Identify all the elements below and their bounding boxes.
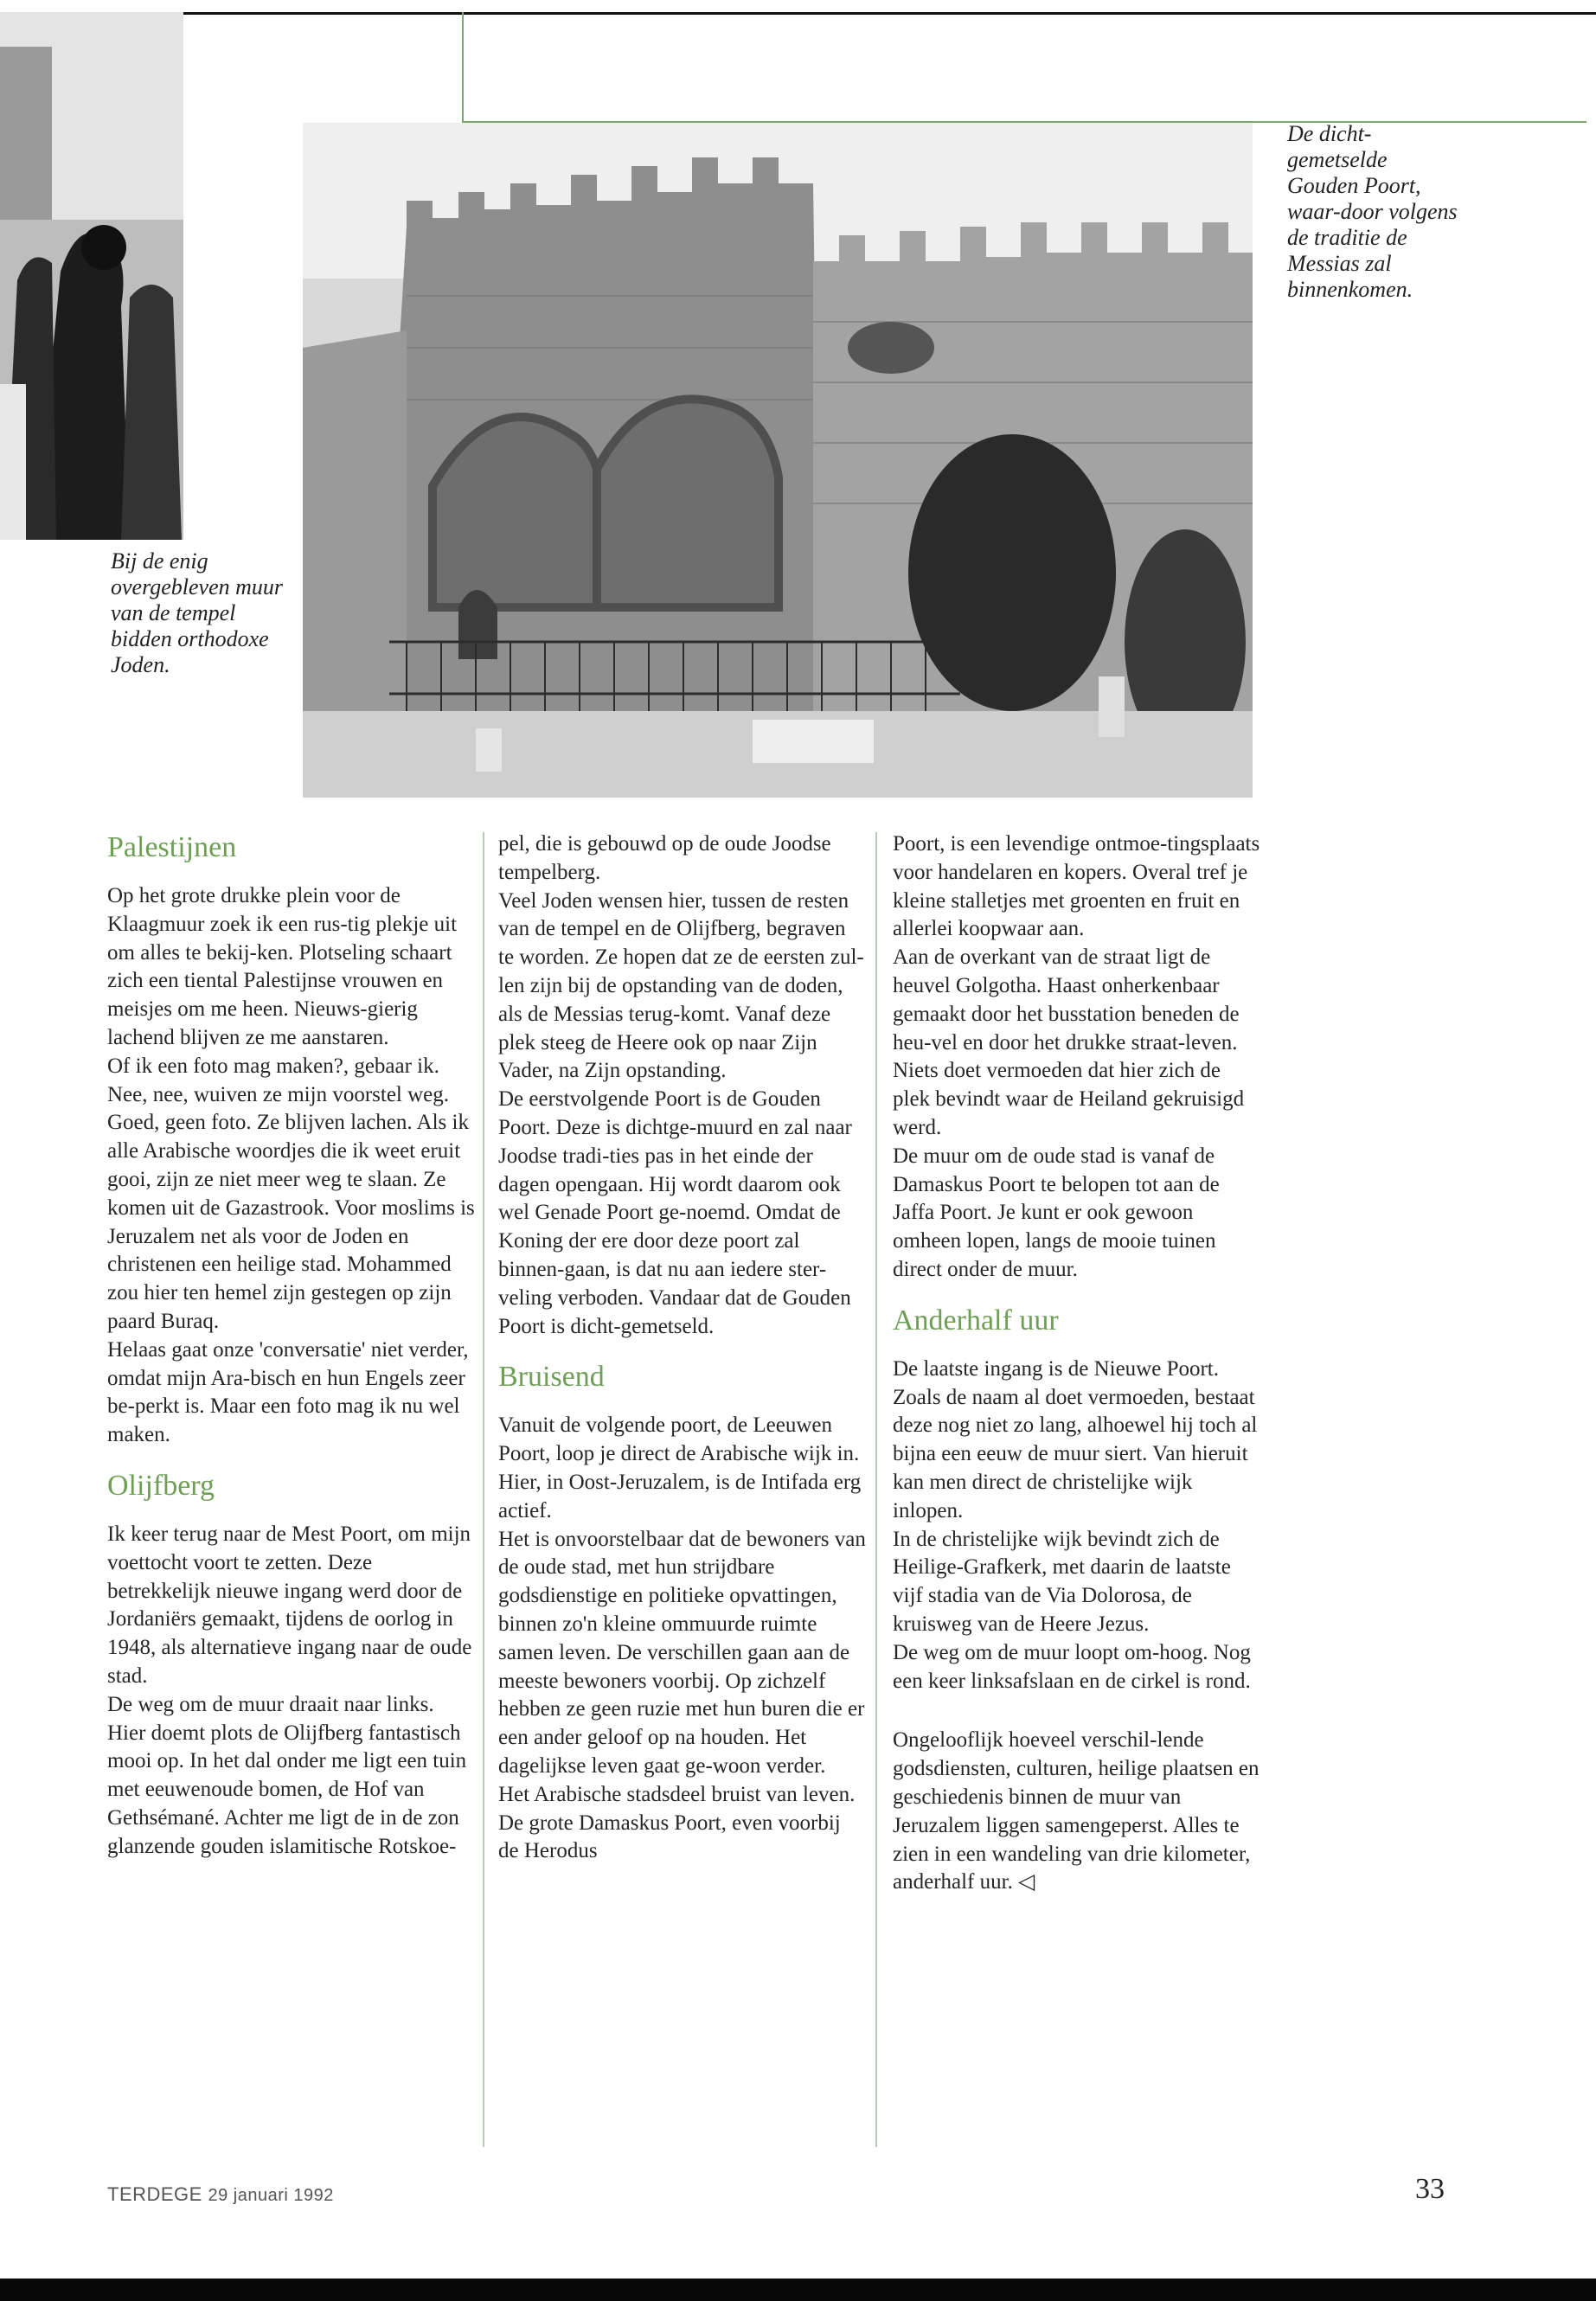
paragraph: Op het grote drukke plein voor de Klaagmuur zoek ik een rus-tig plekje uit om alles te bekij-ken. Plotseling schaart zich een tiental Palestijnse vrouwen en meisjes om me heen. Nieuws-gierig lachend blijven ze me aanstaren. <box>107 884 458 1049</box>
paragraph: Vanuit de volgende poort, de Leeuwen Poort, loop je direct de Arabische wijk in. Hier, in Oost-Jeruzalem, is de Intifada erg actief. <box>498 1413 862 1522</box>
photo-frame-line-vertical <box>462 12 464 123</box>
photo-wailing-wall <box>0 12 183 540</box>
paragraph: Ik keer terug naar de Mest Poort, om mijn voettocht voort te zetten. Deze betrekkelijk nieuwe ingang werd door de Jordaniërs gemaakt, tijdens de oorlog in 1948, als alternatieve ingang naar de oude stad. <box>107 1522 472 1688</box>
section-heading-olijfberg: Olijfberg <box>107 1469 215 1502</box>
paragraph: Aan de overkant van de straat ligt de heuvel Golgotha. Haast onherkenbaar gemaakt door het busstation beneden de heu-vel en door het drukke straat-leven. Niets doet vermoeden dat hier zich de plek bevindt waar de Heiland gekruisigd werd. <box>893 945 1245 1139</box>
publication-date: 29 januari 1992 <box>208 2186 334 2205</box>
section-heading-bruisend: Bruisend <box>498 1361 605 1394</box>
paragraph: Helaas gaat onze 'conversatie' niet verder, omdat mijn Ara-bisch en hun Engels zeer be-perkt is. Maar een foto mag ik nu wel maken. <box>107 1337 469 1447</box>
caption-wailing-wall: Bij de enig overgebleven muur van de tempel bidden orthodoxe Joden. <box>111 548 284 677</box>
paragraph: pel, die is gebouwd op de oude Joodse tempelberg. <box>498 832 831 884</box>
paragraph: In de christelijke wijk bevindt zich de Heilige-Grafkerk, met daarin de laatste vijf stadia van de Via Dolorosa, de kruisweg van de Heere Jezus. <box>893 1527 1231 1636</box>
section-heading-palestijnen: Palestijnen <box>107 831 237 863</box>
paragraph: De muur om de oude stad is vanaf de Damaskus Poort te belopen tot aan de Jaffa Poort. Je kunt er ook gewoon omheen lopen, langs de mooie tuinen direct onder de muur. <box>893 1144 1220 1281</box>
article-column-3 <box>893 830 1260 1897</box>
paragraph: De weg om de muur draait naar links. Hier doemt plots de Olijfberg fantastisch mooi op. In het dal onder me ligt een tuin met eeuwenoude bomen, de Hof van Gethsémané. Achter me ligt de in de zon glanzende gouden islamitische Rotskoe- <box>107 1692 467 1858</box>
footer-publication <box>107 2183 334 2206</box>
section-heading-anderhalf-uur: Anderhalf uur <box>893 1304 1059 1336</box>
paragraph: De laatste ingang is de Nieuwe Poort. Zoals de naam al doet vermoeden, bestaat deze nog niet zo lang, alhoewel hij toch al bijna een eeuw de muur siert. Van hieruit kan men direct de christelijke wijk inlopen. <box>893 1356 1258 1522</box>
paragraph: Het Arabische stadsdeel bruist van leven. De grote Damaskus Poort, even voorbij de Herodus <box>498 1782 856 1863</box>
paragraph: Poort, is een levendige ontmoe-tingsplaats voor handelaren en kopers. Overal tref je kleine stalletjes met groenten en fruit en allerlei koopwaar aan. <box>893 832 1260 941</box>
photo-golden-gate <box>303 123 1253 798</box>
bottom-border <box>0 2279 1596 2301</box>
top-border <box>0 12 1596 15</box>
publication-name: TERDEGE <box>107 2183 202 2205</box>
page-number: 33 <box>1415 2173 1445 2205</box>
column-divider <box>875 832 877 2147</box>
paragraph: De eerstvolgende Poort is de Gouden Poort. Deze is dichtge-muurd en zal naar Joodse tradi-ties pas in het einde der dagen opengaan. Hij wordt daarom ook wel Genade Poort ge-noemd. Omdat de Koning der ere door deze poort zal binnen-gaan, is dat nu aan iedere ster-veling verboden. Vandaar dat de Gouden Poort is dicht-gemetseld. <box>498 1087 852 1338</box>
closing-paragraph: Ongelooflijk hoeveel verschil-lende godsdiensten, culturen, heilige plaatsen en geschiedenis binnen de muur van Jeruzalem liggen samengeperst. Alles te zien in een wandeling van drie kilometer, anderhalf uur. ◁ <box>893 1728 1259 1894</box>
article-column-2 <box>498 830 866 1866</box>
paragraph: De weg om de muur loopt om-hoog. Nog een keer linksafslaan en de cirkel is rond. <box>893 1640 1251 1693</box>
paragraph: Of ik een foto mag maken?, gebaar ik. Nee, nee, wuiven ze mijn voorstel weg. Goed, geen foto. Ze blijven lachen. Als ik alle Arabische woordjes die ik weet eruit gooi, zijn ze niet meer weg te slaan. Ze komen uit de Gazastrook. Voor moslims is Jeruzalem net als voor de Joden en christenen een heilige stad. Mohammed zou hier ten hemel zijn gestegen op zijn paard Buraq. <box>107 1054 475 1333</box>
article-column-1 <box>107 830 475 1862</box>
caption-golden-gate: De dicht-gemetselde Gouden Poort, waar-door volgens de traditie de Messias zal binnenkomen. <box>1287 121 1458 302</box>
paragraph: Het is onvoorstelbaar dat de bewoners van de oude stad, met hun strijdbare godsdienstige en politieke opvattingen, binnen zo'n kleine ommuurde ruimte samen leven. De verschillen gaan aan de meeste bewoners voorbij. Op zichzelf hebben ze geen ruzie met hun buren die er een ander geloof op na houden. Het dagelijkse leven gaat ge-woon verder. <box>498 1527 866 1778</box>
paragraph: Veel Joden wensen hier, tussen de resten van de tempel en de Olijfberg, begraven te worden. Ze hopen dat ze de eersten zul-len zijn bij de opstanding van de doden, als de Messias terug-komt. Vanaf deze plek steeg de Heere ook op naar Zijn Vader, na Zijn opstanding. <box>498 888 864 1083</box>
column-divider <box>483 832 484 2147</box>
